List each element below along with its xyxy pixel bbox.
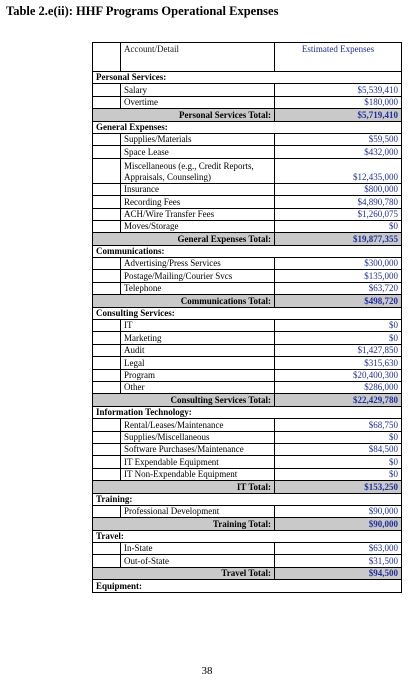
table-row [93,270,402,282]
section-total-row [93,233,402,245]
header-account-detail: Account/Detail [121,43,275,72]
item-amount: $135,000 [275,270,402,282]
section-empty-cell [275,406,402,418]
item-label: Program [121,369,275,381]
table-row [93,220,402,232]
section-total-label: Travel Total: [93,567,275,579]
section-total-amount: $90,000 [275,518,402,530]
indent-cell [93,133,121,145]
indent-cell [93,158,121,183]
indent-cell [93,332,121,344]
page-number: 38 [201,665,213,677]
item-label: Out-of-State [121,555,275,567]
item-label: Legal [121,357,275,369]
item-amount: $0 [275,456,402,468]
table-row [93,196,402,208]
section-name: Communications: [93,245,275,257]
indent-cell [93,456,121,468]
indent-cell [93,270,121,282]
item-amount: $12,435,000 [275,158,402,183]
item-amount: $800,000 [275,183,402,195]
indent-cell [93,555,121,567]
section-name: Personal Services: [93,72,275,84]
section-name: Training: [93,493,275,505]
item-label: Telephone [121,282,275,294]
section-total-row [93,295,402,307]
indent-cell [93,84,121,96]
section-header-row [93,493,402,505]
table-header-row [93,43,402,72]
table-row [93,84,402,96]
indent-cell [93,196,121,208]
table-row [93,443,402,455]
section-name: General Expenses: [93,121,275,133]
indent-cell [93,146,121,158]
section-total-label: IT Total: [93,481,275,493]
section-empty-cell [275,307,402,319]
expenses-table-body [93,43,402,593]
indent-cell [93,419,121,431]
section-empty-cell [275,121,402,133]
section-total-row [93,109,402,121]
item-label: Audit [121,344,275,356]
item-label: Supplies/Miscellaneous [121,431,275,443]
section-total-label: Personal Services Total: [93,109,275,121]
item-label: Recording Fees [121,196,275,208]
item-label: Space Lease [121,146,275,158]
section-total-amount: $5,719,410 [275,109,402,121]
section-name: Equipment: [93,580,275,592]
section-total-label: Training Total: [93,518,275,530]
table-row [93,543,402,555]
section-header-row [93,245,402,257]
table-row [93,344,402,356]
indent-cell [93,96,121,108]
indent-cell [93,344,121,356]
item-amount: $5,539,410 [275,84,402,96]
table-row [93,369,402,381]
header-estimated-expenses: Estimated Expenses [275,43,402,72]
item-amount: $20,400,300 [275,369,402,381]
section-header-row [93,307,402,319]
table-row [93,158,402,183]
indent-cell [93,505,121,517]
item-amount: $1,260,075 [275,208,402,220]
item-label: Supplies/Materials [121,133,275,145]
item-amount: $63,000 [275,543,402,555]
item-label: Marketing [121,332,275,344]
indent-cell [93,443,121,455]
section-total-row [93,394,402,406]
indent-cell [93,357,121,369]
section-header-row [93,406,402,418]
table-row [93,357,402,369]
section-empty-cell [275,530,402,542]
section-total-row [93,567,402,579]
indent-cell [93,258,121,270]
item-amount: $0 [275,320,402,332]
section-total-amount: $498,720 [275,295,402,307]
table-row [93,431,402,443]
section-total-amount: $94,500 [275,567,402,579]
item-label: In-State [121,543,275,555]
table-row [93,258,402,270]
item-amount: $4,890,780 [275,196,402,208]
header-spacer-cell [93,43,121,72]
item-label: Software Purchases/Maintenance [121,443,275,455]
item-amount: $0 [275,220,402,232]
table-row [93,505,402,517]
expenses-table-container [92,42,401,593]
item-label: Miscellaneous (e.g., Credit Reports, Appraisals, Counseling) [121,158,275,183]
item-label: ACH/Wire Transfer Fees [121,208,275,220]
section-total-row [93,481,402,493]
table-row [93,555,402,567]
item-label: Professional Development [121,505,275,517]
item-label: Overtime [121,96,275,108]
section-header-row [93,580,402,592]
table-row [93,320,402,332]
expenses-table [92,42,402,593]
section-header-row [93,121,402,133]
table-row [93,282,402,294]
item-amount: $90,000 [275,505,402,517]
section-name: Consulting Services: [93,307,275,319]
table-row [93,381,402,393]
indent-cell [93,431,121,443]
item-label: IT Non-Expendable Equipment [121,468,275,480]
section-total-label: Communications Total: [93,295,275,307]
section-total-amount: $22,429,780 [275,394,402,406]
table-row [93,96,402,108]
item-amount: $84,500 [275,443,402,455]
indent-cell [93,220,121,232]
section-empty-cell [275,493,402,505]
section-total-amount: $153,250 [275,481,402,493]
item-label: Salary [121,84,275,96]
indent-cell [93,369,121,381]
item-amount: $59,500 [275,133,402,145]
table-row [93,133,402,145]
item-amount: $1,427,850 [275,344,402,356]
item-label: Rental/Leases/Maintenance [121,419,275,431]
section-total-label: General Expenses Total: [93,233,275,245]
table-row [93,183,402,195]
section-total-row [93,518,402,530]
item-amount: $0 [275,431,402,443]
table-row [93,456,402,468]
item-amount: $0 [275,332,402,344]
section-name: Travel: [93,530,275,542]
indent-cell [93,468,121,480]
table-row [93,332,402,344]
table-row [93,146,402,158]
item-label: Moves/Storage [121,220,275,232]
item-amount: $432,000 [275,146,402,158]
item-label: Postage/Mailing/Courier Svcs [121,270,275,282]
indent-cell [93,282,121,294]
item-amount: $68,750 [275,419,402,431]
section-empty-cell [275,245,402,257]
section-total-label: Consulting Services Total: [93,394,275,406]
table-row [93,468,402,480]
item-label: IT [121,320,275,332]
indent-cell [93,543,121,555]
item-amount: $315,630 [275,357,402,369]
item-amount: $180,000 [275,96,402,108]
item-label: Other [121,381,275,393]
section-name: Information Technology: [93,406,275,418]
indent-cell [93,381,121,393]
item-label: Advertising/Press Services [121,258,275,270]
section-empty-cell [275,72,402,84]
item-amount: $31,500 [275,555,402,567]
document-title: Table 2.e(ii): HHF Programs Operational Expenses [6,4,279,18]
item-amount: $0 [275,468,402,480]
indent-cell [93,320,121,332]
section-total-amount: $19,877,355 [275,233,402,245]
indent-cell [93,208,121,220]
table-row [93,419,402,431]
item-label: IT Expendable Equipment [121,456,275,468]
item-amount: $63,720 [275,282,402,294]
section-empty-cell [275,580,402,592]
indent-cell [93,183,121,195]
section-header-row [93,530,402,542]
item-amount: $300,000 [275,258,402,270]
table-row [93,208,402,220]
item-amount: $286,000 [275,381,402,393]
section-header-row [93,72,402,84]
item-label: Insurance [121,183,275,195]
